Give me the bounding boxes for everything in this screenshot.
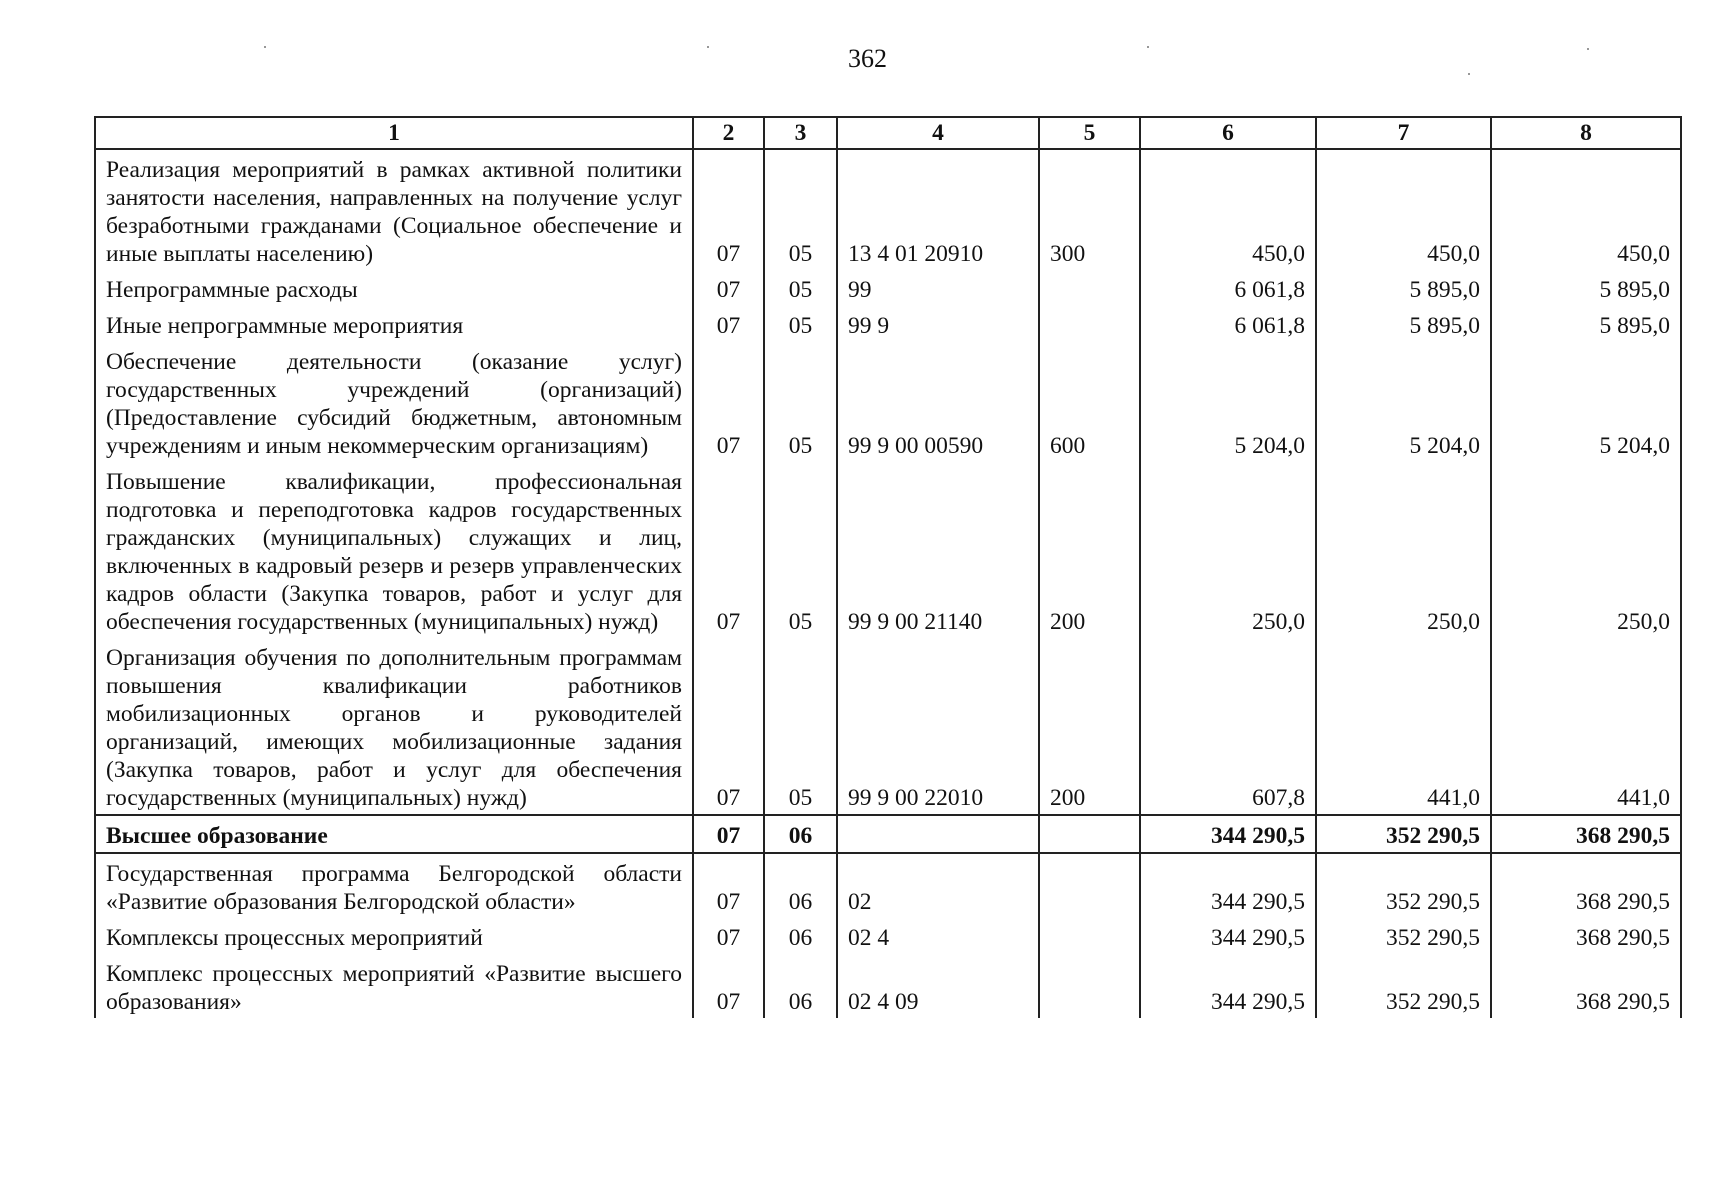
row-amount-col7: 352 290,5 — [1316, 853, 1491, 918]
row-target-article: 02 4 09 — [837, 954, 1039, 1018]
column-header-5: 5 — [1039, 117, 1140, 149]
row-target-article: 02 — [837, 853, 1039, 918]
row-target-article: 99 9 00 22010 — [837, 638, 1039, 815]
row-section: 07 — [693, 149, 764, 270]
row-subsection: 05 — [764, 306, 837, 342]
row-amount-col6: 250,0 — [1140, 462, 1316, 638]
row-amount-col8: 5 204,0 — [1491, 342, 1681, 462]
table-row — [95, 462, 1681, 638]
row-amount-col8: 5 895,0 — [1491, 306, 1681, 342]
row-amount-col8: 450,0 — [1491, 149, 1681, 270]
row-subsection: 06 — [764, 815, 837, 853]
column-header-3: 3 — [764, 117, 837, 149]
row-amount-col8: 5 895,0 — [1491, 270, 1681, 306]
row-description: Организация обучения по дополнительным программам повышения квалификации работников мобилизационных органов и руководителей организаций, имеющих мобилизационные задания (Закупка товаров, работ и услуг для обеспечения государственных (муниципальных) нужд) — [95, 638, 693, 815]
row-amount-col7: 352 290,5 — [1316, 954, 1491, 1018]
table-row — [95, 918, 1681, 954]
row-description: Комплексы процессных мероприятий — [95, 918, 693, 954]
row-target-article — [837, 815, 1039, 853]
table-row — [95, 853, 1681, 918]
row-description: Непрограммные расходы — [95, 270, 693, 306]
row-subsection: 05 — [764, 149, 837, 270]
row-amount-col8: 368 290,5 — [1491, 815, 1681, 853]
row-description: Государственная программа Белгородской области «Развитие образования Белгородской области» — [95, 853, 693, 918]
row-amount-col6: 344 290,5 — [1140, 954, 1316, 1018]
row-expense-type — [1039, 853, 1140, 918]
row-target-article: 99 9 00 21140 — [837, 462, 1039, 638]
row-subsection: 05 — [764, 342, 837, 462]
row-amount-col6: 344 290,5 — [1140, 815, 1316, 853]
row-expense-type: 300 — [1039, 149, 1140, 270]
table-row — [95, 815, 1681, 853]
scan-speck — [264, 46, 266, 48]
row-amount-col6: 6 061,8 — [1140, 306, 1316, 342]
row-amount-col7: 5 204,0 — [1316, 342, 1491, 462]
row-target-article: 13 4 01 20910 — [837, 149, 1039, 270]
table-body — [95, 149, 1681, 1018]
row-expense-type — [1039, 918, 1140, 954]
table-row — [95, 149, 1681, 270]
table-row — [95, 306, 1681, 342]
row-subsection: 06 — [764, 954, 837, 1018]
row-target-article: 99 — [837, 270, 1039, 306]
table-row — [95, 638, 1681, 815]
row-expense-type: 600 — [1039, 342, 1140, 462]
row-amount-col6: 607,8 — [1140, 638, 1316, 815]
column-header-7: 7 — [1316, 117, 1491, 149]
row-amount-col6: 6 061,8 — [1140, 270, 1316, 306]
row-section: 07 — [693, 270, 764, 306]
row-description: Комплекс процессных мероприятий «Развитие высшего образования» — [95, 954, 693, 1018]
table-row — [95, 342, 1681, 462]
table-row — [95, 954, 1681, 1018]
row-amount-col6: 5 204,0 — [1140, 342, 1316, 462]
row-target-article: 99 9 — [837, 306, 1039, 342]
column-header-2: 2 — [693, 117, 764, 149]
row-expense-type: 200 — [1039, 638, 1140, 815]
row-subsection: 05 — [764, 462, 837, 638]
row-amount-col8: 368 290,5 — [1491, 918, 1681, 954]
row-amount-col6: 344 290,5 — [1140, 918, 1316, 954]
row-expense-type — [1039, 954, 1140, 1018]
row-amount-col8: 441,0 — [1491, 638, 1681, 815]
row-section: 07 — [693, 853, 764, 918]
row-amount-col7: 450,0 — [1316, 149, 1491, 270]
row-amount-col8: 250,0 — [1491, 462, 1681, 638]
row-section: 07 — [693, 954, 764, 1018]
row-subsection: 06 — [764, 853, 837, 918]
column-header-6: 6 — [1140, 117, 1316, 149]
row-amount-col8: 368 290,5 — [1491, 954, 1681, 1018]
scan-speck — [1147, 46, 1149, 48]
row-amount-col7: 250,0 — [1316, 462, 1491, 638]
header-row — [95, 117, 1681, 149]
table-row — [95, 270, 1681, 306]
row-section: 07 — [693, 918, 764, 954]
row-target-article: 02 4 — [837, 918, 1039, 954]
page-number: 362 — [848, 44, 887, 73]
row-section: 07 — [693, 342, 764, 462]
row-expense-type: 200 — [1039, 462, 1140, 638]
row-amount-col8: 368 290,5 — [1491, 853, 1681, 918]
row-amount-col7: 5 895,0 — [1316, 270, 1491, 306]
row-subsection: 05 — [764, 270, 837, 306]
row-amount-col6: 344 290,5 — [1140, 853, 1316, 918]
row-section: 07 — [693, 638, 764, 815]
column-header-8: 8 — [1491, 117, 1681, 149]
row-amount-col7: 441,0 — [1316, 638, 1491, 815]
column-header-4: 4 — [837, 117, 1039, 149]
row-expense-type — [1039, 815, 1140, 853]
row-description: Повышение квалификации, профессиональная подготовка и переподготовка кадров государственных гражданских (муниципальных) служащих и лиц, включенных в кадровый резерв и резерв управленческих кадров области (Закупка товаров, работ и услуг для обеспечения государственных (муниципальных) нужд) — [95, 462, 693, 638]
row-amount-col7: 5 895,0 — [1316, 306, 1491, 342]
scan-speck — [1468, 73, 1470, 75]
row-description: Высшее образование — [95, 815, 693, 853]
row-amount-col6: 450,0 — [1140, 149, 1316, 270]
row-amount-col7: 352 290,5 — [1316, 918, 1491, 954]
row-expense-type — [1039, 270, 1140, 306]
row-subsection: 05 — [764, 638, 837, 815]
row-expense-type — [1039, 306, 1140, 342]
column-header-1: 1 — [95, 117, 693, 149]
row-subsection: 06 — [764, 918, 837, 954]
row-description: Реализация мероприятий в рамках активной политики занятости населения, направленных на получение услуг безработными гражданами (Социальное обеспечение и иные выплаты населению) — [95, 149, 693, 270]
row-amount-col7: 352 290,5 — [1316, 815, 1491, 853]
row-section: 07 — [693, 306, 764, 342]
row-description: Обеспечение деятельности (оказание услуг) государственных учреждений (организаций) (Предоставление субсидий бюджетным, автономным учреждениям и иным некоммерческим организациям) — [95, 342, 693, 462]
budget-table — [94, 116, 1682, 1018]
scan-speck — [707, 46, 709, 48]
row-section: 07 — [693, 462, 764, 638]
row-target-article: 99 9 00 00590 — [837, 342, 1039, 462]
scan-speck — [1587, 48, 1589, 50]
row-section: 07 — [693, 815, 764, 853]
row-description: Иные непрограммные мероприятия — [95, 306, 693, 342]
